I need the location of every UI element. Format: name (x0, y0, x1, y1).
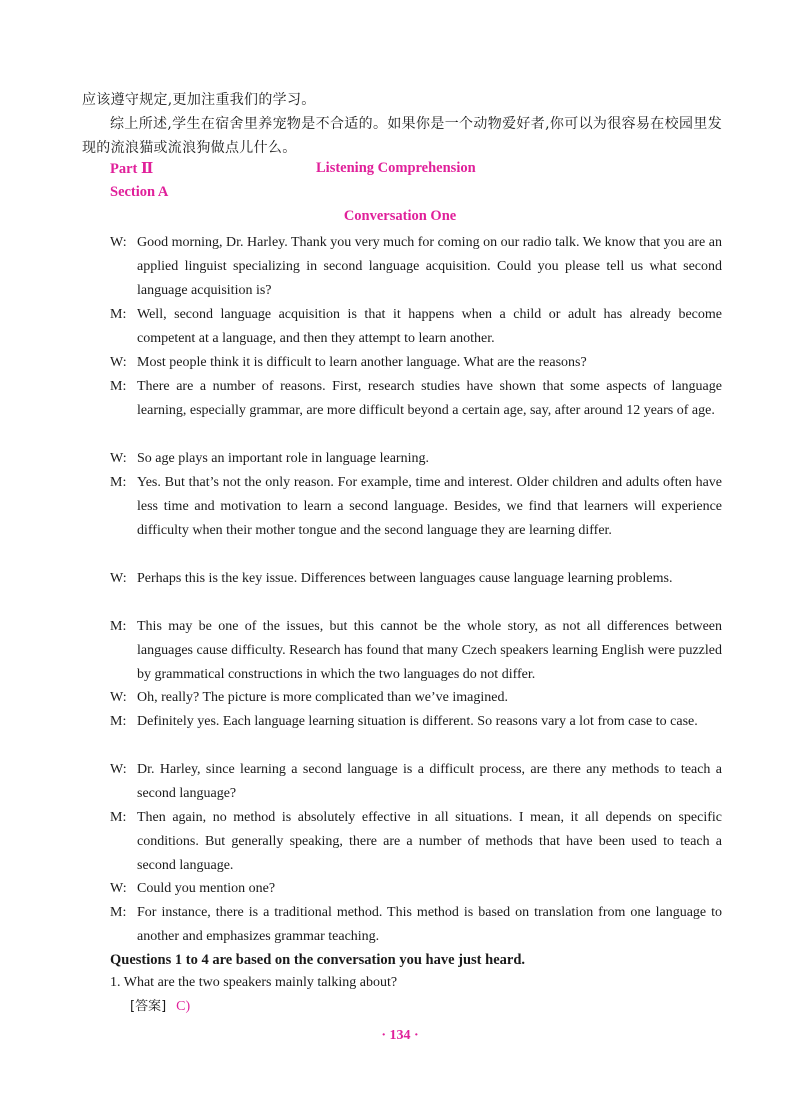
speaker-label: M: (110, 905, 127, 920)
answer-value: C) (176, 999, 191, 1014)
dialogue-text: For instance, there is a traditional method. This method is based on translation from one language to another and emphasizes grammar teaching. (137, 905, 722, 944)
part-label: Part Ⅱ (110, 161, 154, 177)
dialogue-text: This may be one of the issues, but this cannot be the whole story, as not all differences between languages cause difficulty. Research has found that many Czech speakers learning English were puzzled by grammatical constructions in which the two languages do not differ. (137, 619, 722, 682)
speaker-label: W: (110, 235, 127, 250)
dialogue-turn (110, 303, 722, 351)
speaker-label: M: (110, 714, 127, 729)
dialogue-turn (110, 710, 722, 734)
dialogue-text: Well, second language acquisition is that it happens when a child or adult has already become competent at a language, and then they attempt to learn another. (137, 307, 722, 346)
dialogue-text: Then again, no method is absolutely effective in all situations. I mean, it all depends on specific conditions. But generally speaking, there are a number of methods that have been used to teach a second language. (137, 810, 722, 873)
speaker-label: W: (110, 762, 127, 777)
speaker-label: W: (110, 571, 127, 586)
conversation-title: Conversation One (343, 208, 457, 224)
dialogue-turn (110, 567, 722, 591)
dialogue-text: Good morning, Dr. Harley. Thank you very much for coming on our radio talk. We know that you are an applied linguist specializing in second language acquisition. Could you please tell us what second language acquisition is? (137, 235, 722, 298)
dialogue-turn (110, 901, 722, 949)
dialogue-text: There are a number of reasons. First, research studies have shown that some aspects of language learning, especially grammar, are more difficult beyond a certain age, say, after around 12 years of age. (137, 379, 722, 418)
dialogue-turn (110, 758, 722, 806)
speaker-label: W: (110, 355, 127, 370)
speaker-label: W: (110, 690, 127, 705)
section-label: Section A (110, 184, 169, 200)
speaker-label: M: (110, 619, 127, 634)
dialogue-text: Oh, really? The picture is more complicated than we’ve imagined. (137, 690, 508, 705)
dialogue-turn (110, 806, 722, 878)
speaker-label: M: (110, 307, 127, 322)
dialogue-text: Most people think it is difficult to learn another language. What are the reasons? (137, 355, 587, 370)
speaker-label: M: (110, 810, 127, 825)
dialogue-text: Yes. But that’s not the only reason. For example, time and interest. Older children and adults often have less time and motivation to learn a second language. Besides, we find that learners will experience difficulty when their mother tongue and the second language they are learning differ. (137, 475, 722, 538)
dialogue-text: So age plays an important role in language learning. (137, 451, 429, 466)
dialogue-turn (110, 686, 722, 710)
dialogue-turn (110, 877, 722, 901)
dialogue-text: Definitely yes. Each language learning situation is different. So reasons vary a lot from case to case. (137, 714, 698, 729)
answer-line (130, 995, 190, 1019)
dialogue-text: Dr. Harley, since learning a second language is a difficult process, are there any methods to teach a second language? (137, 762, 722, 801)
dialogue-turn (110, 351, 722, 375)
questions-heading: Questions 1 to 4 are based on the conversation you have just heard. (110, 952, 526, 968)
part-title: Listening Comprehension (316, 160, 476, 176)
dialogue-turn (110, 615, 722, 687)
dialogue-text: Perhaps this is the key issue. Differences between languages cause language learning problems. (137, 571, 673, 586)
speaker-label: W: (110, 451, 127, 466)
chinese-intro-line: 应该遵守规定,更加注重我们的学习。 (82, 92, 316, 108)
question-1: 1. What are the two speakers mainly talking about? (110, 975, 398, 990)
dialogue-turn (110, 471, 722, 543)
dialogue-turn (110, 375, 722, 423)
page-number: · 134 · (381, 1028, 419, 1043)
dialogue-text: Could you mention one? (137, 881, 276, 896)
chinese-summary-paragraph: 综上所述,学生在宿舍里养宠物是不合适的。如果你是一个动物爱好者,你可以为很容易在校园里发现的流浪猫或流浪狗做点儿什么。 (82, 116, 722, 156)
speaker-label: M: (110, 475, 127, 490)
speaker-label: M: (110, 379, 127, 394)
dialogue-turn (110, 231, 722, 303)
answer-label: [答案] (130, 999, 167, 1014)
speaker-label: W: (110, 881, 127, 896)
dialogue-turn (110, 447, 722, 471)
